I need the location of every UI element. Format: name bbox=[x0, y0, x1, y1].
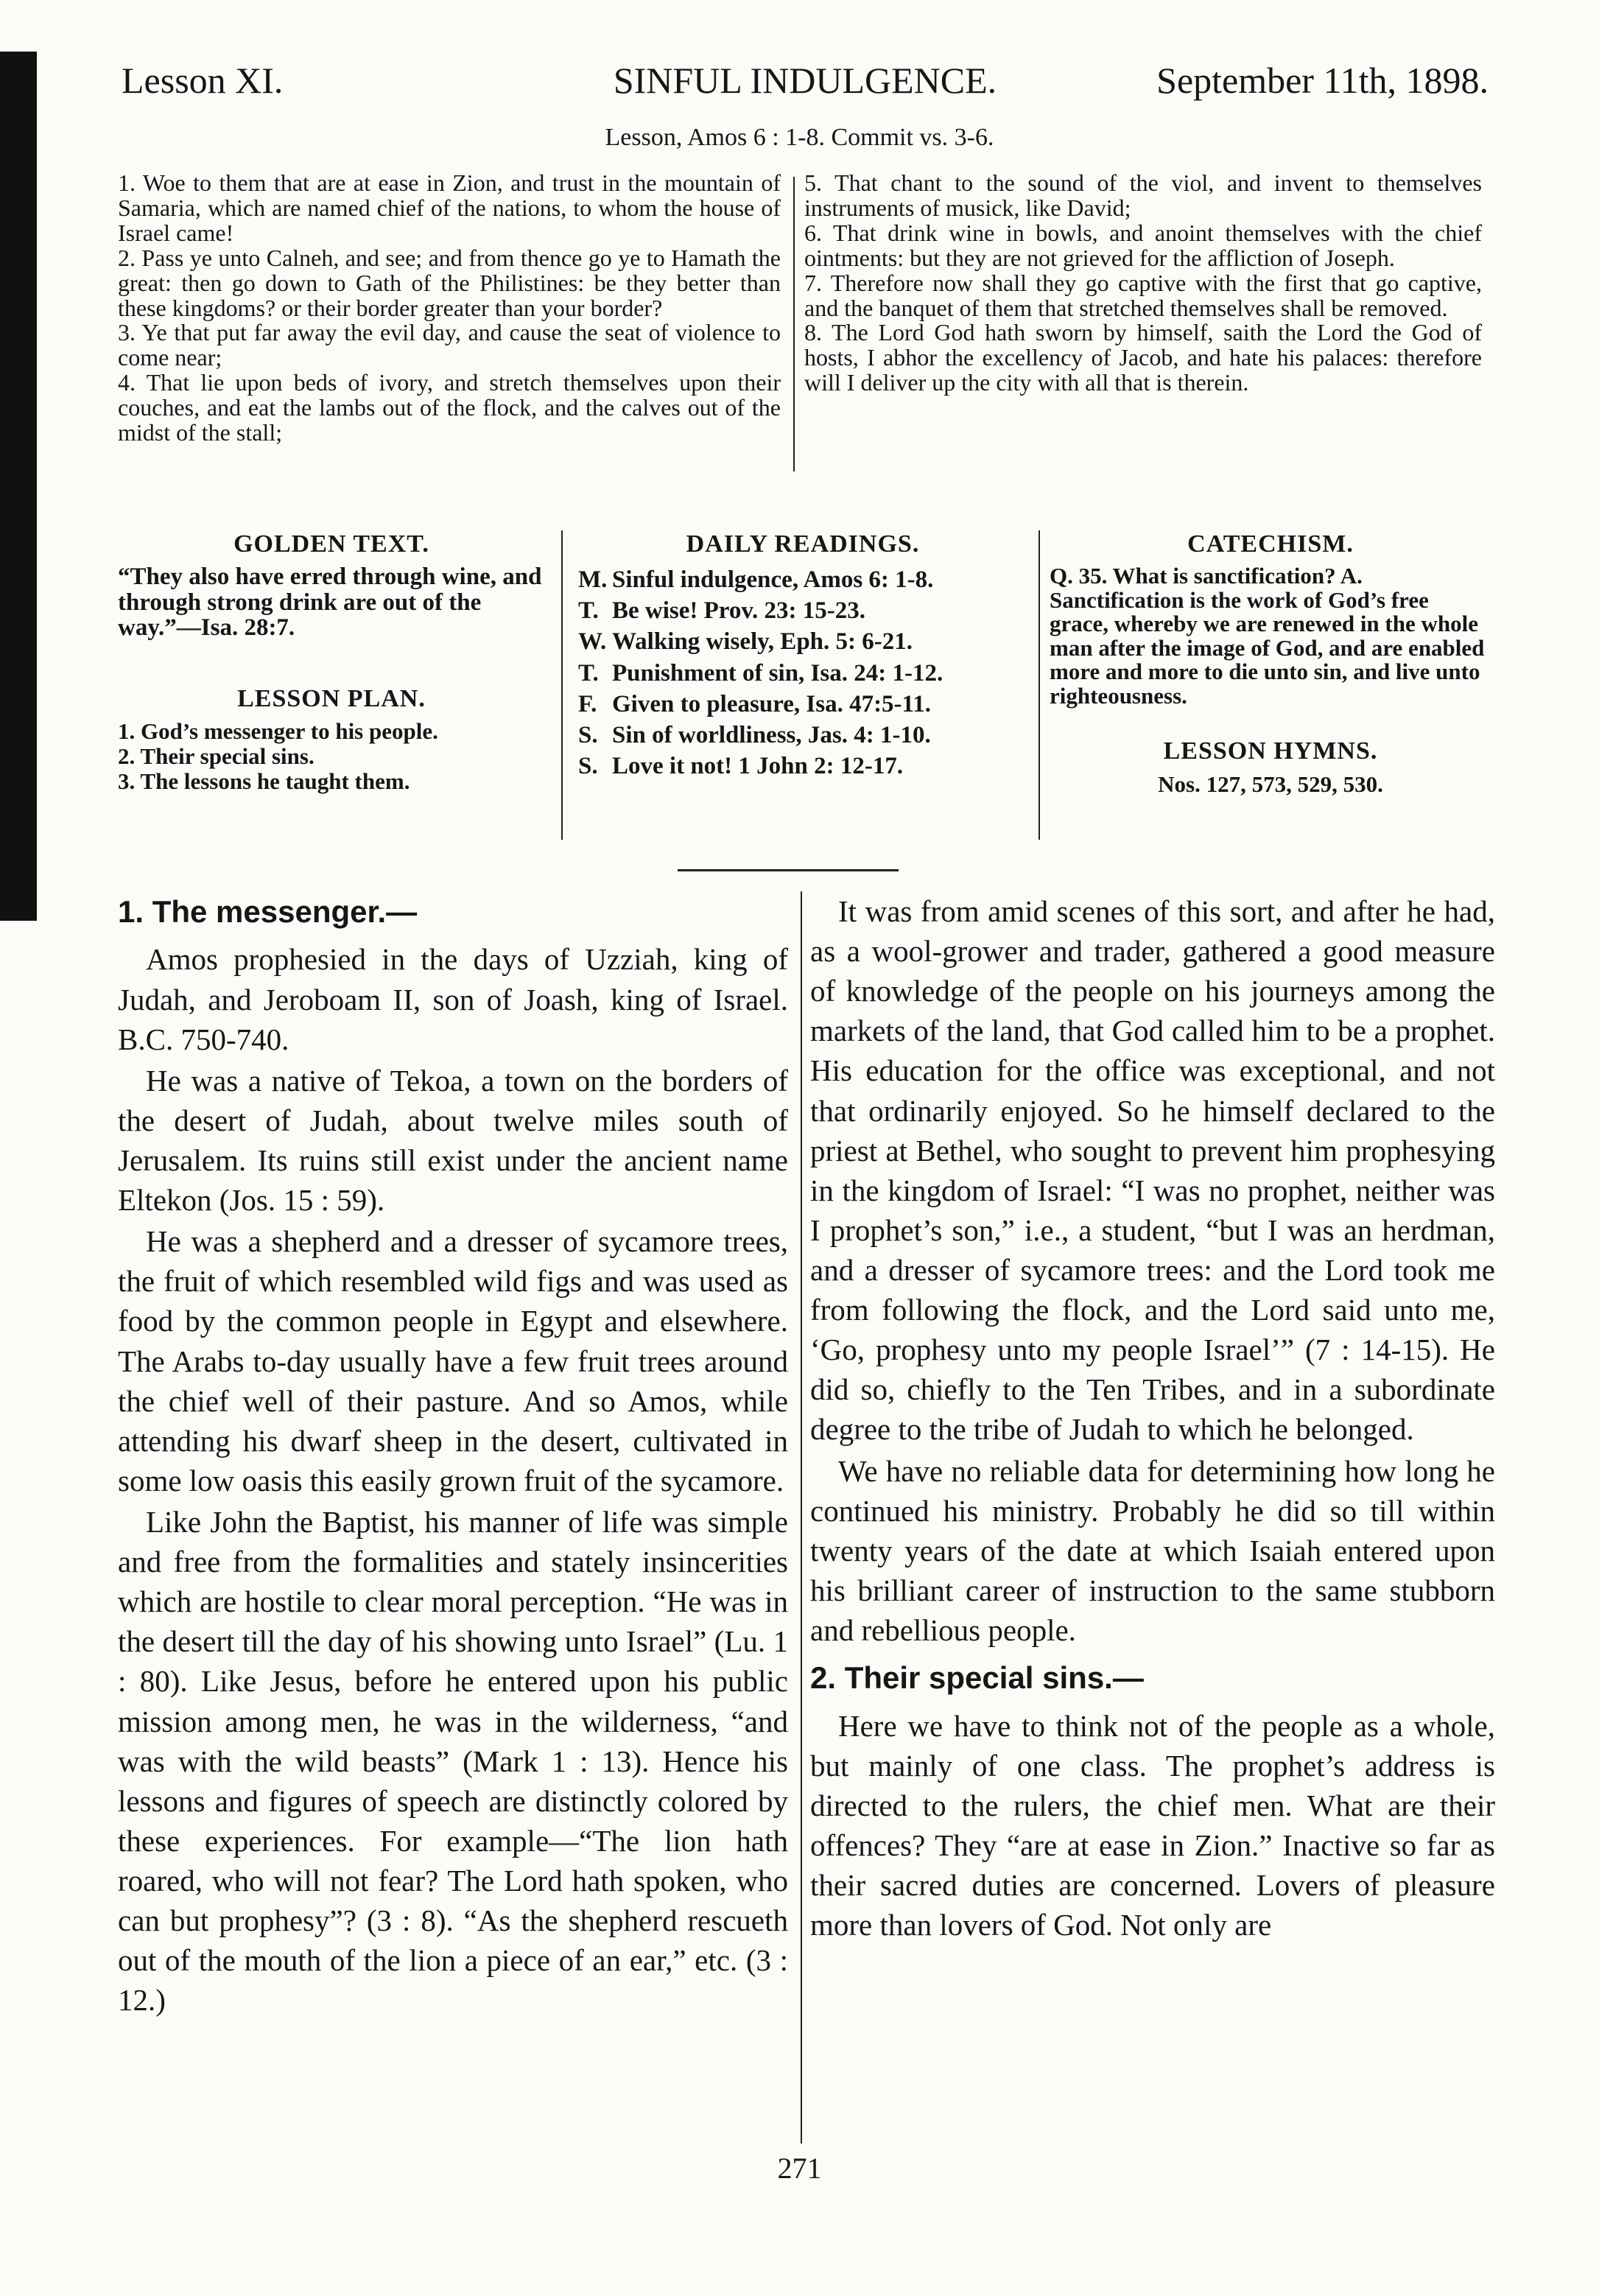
reading-row bbox=[578, 751, 1027, 782]
lesson-reference: Lesson, Amos 6 : 1-8. Commit vs. 3-6. bbox=[605, 124, 994, 151]
lesson-plan-item: 2. Their special sins. bbox=[118, 743, 314, 770]
reading-text: Sinful indulgence, Amos 6: 1-8. bbox=[612, 566, 934, 593]
reading-row bbox=[578, 720, 1027, 751]
scripture-verse: 8. The Lord God hath sworn by himself, saith the Lord the God of hosts, I abhor the excellency of Jacob, and hate his palaces: therefore will I deliver up the city with all that is therein. bbox=[804, 319, 1482, 396]
golden-text-heading: GOLDEN TEXT. bbox=[233, 530, 429, 558]
section-heading-special-sins: 2. Their special sins.— bbox=[810, 1660, 1144, 1696]
section-heading-messenger: 1. The messenger.— bbox=[118, 894, 418, 929]
box-divider-1 bbox=[561, 530, 563, 840]
reading-row bbox=[578, 658, 1027, 689]
page-header bbox=[122, 59, 1489, 118]
body-paragraph: We have no reliable data for determining how long he continued his ministry. Probably he did so till within twenty years of the date at which Isaiah entered upon his brilliant career of instruction to the same stubborn and rebellious people. bbox=[810, 1453, 1495, 1647]
reading-day: S. bbox=[578, 753, 598, 780]
reading-day: T. bbox=[578, 597, 599, 625]
scripture-right-column bbox=[804, 171, 1482, 396]
scan-edge-bar bbox=[0, 52, 37, 921]
reading-text: Walking wisely, Eph. 5: 6-21. bbox=[612, 628, 913, 656]
golden-text-body: “They also have erred through wine, and through strong drink are out of the way.”—Isa. 28:7. bbox=[118, 564, 542, 642]
body-paragraph: Amos prophesied in the days of Uzziah, king of Judah, and Jeroboam II, son of Joash, king of Israel. B.C. 750-740. bbox=[118, 942, 788, 1056]
body-paragraph: Here we have to think not of the people as a whole, but mainly of one class. The prophet’s address is directed to the rulers, the chief men. What are their offences? They “are at ease in Zion.” Inactive so far as their sacred duties are concerned. Lovers of pleasure more than lovers of God. Not only are bbox=[810, 1708, 1495, 1942]
section-rule bbox=[678, 869, 899, 871]
scripture-verse: 6. That drink wine in bowls, and anoint themselves with the chief ointments: but they are not grieved for the affliction of Joseph. bbox=[804, 219, 1482, 271]
reading-row bbox=[578, 689, 1027, 720]
daily-readings-heading: DAILY READINGS. bbox=[686, 530, 920, 558]
reading-text: Love it not! 1 John 2: 12-17. bbox=[612, 753, 904, 780]
catechism-body: Q. 35. What is sanctification? A. Sanctification is the work of God’s free grace, whereby we are renewed in the whole man after the image of God, and are enabled more and more to die unto sin, and live unto righteousness. bbox=[1050, 563, 1485, 709]
reading-text: Be wise! Prov. 23: 15-23. bbox=[612, 597, 866, 625]
scripture-divider bbox=[793, 177, 795, 471]
lesson-hymns-heading: LESSON HYMNS. bbox=[1163, 737, 1378, 765]
catechism-heading: CATECHISM. bbox=[1187, 530, 1354, 558]
body-paragraph: He was a shepherd and a dresser of sycamore trees, the fruit of which resembled wild figs and was used as food by the common people in Egypt and elsewhere. The Arabs to-day usually have a few fruit trees around the chief well of their pasture. And so Amos, while attending his dwarf sheep in the desert, cultivated in some low oasis this easily grown fruit of the sycamore. bbox=[118, 1224, 788, 1498]
reading-day: M. bbox=[578, 566, 608, 593]
reading-day: W. bbox=[578, 628, 607, 656]
body-divider bbox=[801, 891, 802, 2144]
reading-text: Given to pleasure, Isa. 47:5-11. bbox=[612, 690, 931, 717]
scripture-verse: 4. That lie upon beds of ivory, and stretch themselves upon their couches, and eat the lambs out of the flock, and the calves out of the midst of the stall; bbox=[118, 369, 781, 446]
lesson-plan-item: 1. God’s messenger to his people. bbox=[118, 717, 438, 744]
body-right-column bbox=[810, 891, 1495, 1946]
scripture-verse: 2. Pass ye unto Calneh, and see; and from thence go ye to Hamath the great: then go down to Gath of the Philistines: be they better than these kingdoms? or their border greater than your border? bbox=[118, 244, 781, 321]
lesson-hymns-numbers: Nos. 127, 573, 529, 530. bbox=[1158, 771, 1383, 798]
lesson-plan-heading: LESSON PLAN. bbox=[237, 684, 426, 712]
reading-day: S. bbox=[578, 722, 598, 749]
daily-readings-section bbox=[578, 530, 1027, 782]
scripture-verse: 3. Ye that put far away the evil day, and cause the seat of violence to come near; bbox=[118, 319, 781, 371]
body-paragraph: He was a native of Tekoa, a town on the borders of the desert of Judah, about twelve miles south of Jerusalem. Its ruins still exist under the ancient name Eltekon (Jos. 15 : 59). bbox=[118, 1063, 788, 1218]
reading-text: Punishment of sin, Isa. 24: 1-12. bbox=[612, 659, 943, 687]
body-paragraph: Like John the Baptist, his manner of life was simple and free from the formalities and stately insincerities which are hostile to clear moral perception. “He was in the desert till the day of his showing unto Israel” (Lu. 1 : 80). Like Jesus, before he entered upon his public mission among men, he was in the wilderness, “and was with the wild beasts” (Mark 1 : 13). Hence his lessons and figures of speech are distinctly colored by these experiences. For example—“The lion hath roared, who will not fear? The Lord hath spoken, who can but prophesy”? (3 : 8). “As the shepherd rescueth out of the mouth of the lion a piece of an ear,” etc. (3 : 12.) bbox=[118, 1504, 788, 2018]
lesson-number: Lesson XI. bbox=[122, 60, 284, 101]
reading-text: Sin of worldliness, Jas. 4: 1-10. bbox=[612, 722, 931, 749]
body-left-column bbox=[118, 891, 788, 2021]
scripture-verse: 7. Therefore now shall they go captive with the first that go captive, and the banquet of them that stretched themselves shall be removed. bbox=[804, 269, 1482, 321]
reading-row bbox=[578, 626, 1027, 657]
catechism-section bbox=[1050, 530, 1491, 798]
scripture-verse: 1. Woe to them that are at ease in Zion, and trust in the mountain of Samaria, which are named chief of the nations, to whom the house of Israel came! bbox=[118, 169, 781, 246]
scripture-verse: 5. That chant to the sound of the viol, and invent to themselves instruments of musick, like David; bbox=[804, 169, 1482, 221]
page-number: 271 bbox=[777, 2152, 822, 2185]
reading-day: F. bbox=[578, 690, 597, 717]
reading-day: T. bbox=[578, 659, 599, 687]
body-paragraph: It was from amid scenes of this sort, and after he had, as a wool-grower and trader, gathered a good measure of knowledge of the people on his journeys among the markets of the land, that God called him to be a prophet. His education for the office was exceptional, and not that ordinarily enjoyed. So he himself declared to the priest at Bethel, who sought to prevent him prophesying in the kingdom of Israel: “I was no prophet, neither was I prophet’s son,” i.e., a student, “but I was an herdman, and a dresser of sycamore trees: and the Lord took me from following the flock, and the Lord said unto me, ‘Go, prophesy unto my people Israel’” (7 : 14-15). He did so, chiefly to the Ten Tribes, and in a subordinate degree to the tribe of Judah to which he belonged. bbox=[810, 894, 1495, 1447]
reading-row bbox=[578, 595, 1027, 626]
lesson-plan-item: 3. The lessons he taught them. bbox=[118, 768, 410, 795]
lesson-plan-list bbox=[118, 719, 545, 794]
golden-text-section bbox=[118, 530, 545, 794]
lesson-title: SINFUL INDULGENCE. bbox=[613, 60, 997, 101]
reading-row bbox=[578, 564, 1027, 595]
lesson-date: September 11th, 1898. bbox=[1156, 60, 1489, 101]
box-divider-2 bbox=[1039, 530, 1040, 840]
scripture-left-column bbox=[118, 171, 781, 446]
